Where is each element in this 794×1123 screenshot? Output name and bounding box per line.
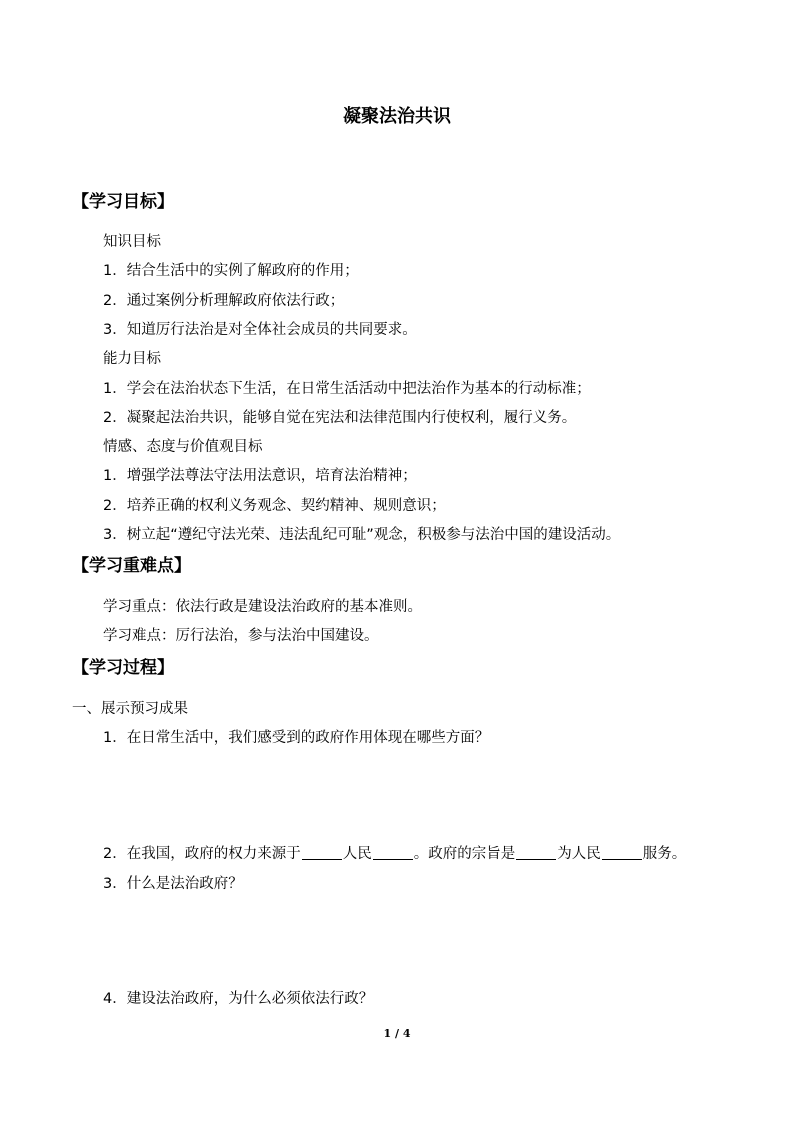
knowledge-item-2: 2．通过案例分析理解政府依法行政； xyxy=(103,293,345,309)
attitude-item-1: 1．增强学法尊法守法用法意识，培育法治精神； xyxy=(103,468,417,484)
learning-difficulty: 学习难点：厉行法治，参与法治中国建设。 xyxy=(103,628,379,644)
process-heading: 【学习过程】 xyxy=(72,658,174,678)
attitude-item-2: 2．培养正确的权利义务观念、契约精神、规则意识； xyxy=(103,498,446,514)
ability-item-1: 1．学会在法治状态下生活，在日常生活活动中把法治作为基本的行动标准； xyxy=(103,381,591,397)
ability-objectives-label: 能力目标 xyxy=(103,351,161,367)
fill-blank-4[interactable] xyxy=(602,845,642,860)
fill-blank-1[interactable] xyxy=(302,845,342,860)
question-2-part-3: 。政府的宗旨是 xyxy=(413,846,516,862)
fill-blank-2[interactable] xyxy=(373,845,413,860)
section-preview-results: 一、展示预习成果 xyxy=(72,701,188,717)
question-2-part-1: 2．在我国，政府的权力来源于 xyxy=(103,846,301,862)
knowledge-objectives-label: 知识目标 xyxy=(103,234,161,250)
fill-blank-3[interactable] xyxy=(516,845,556,860)
ability-item-2: 2．凝聚起法治共识，能够自觉在宪法和法律范围内行使权利，履行义务。 xyxy=(103,410,577,426)
question-2-part-4: 为人民 xyxy=(557,846,601,862)
knowledge-item-1: 1．结合生活中的实例了解政府的作用； xyxy=(103,263,359,279)
page-number: 1 / 4 xyxy=(383,1027,411,1040)
knowledge-item-3: 3．知道厉行法治是对全体社会成员的共同要求。 xyxy=(103,322,417,338)
objectives-heading: 【学习目标】 xyxy=(72,192,174,212)
question-2 xyxy=(103,843,686,865)
attitude-objectives-label: 情感、态度与价值观目标 xyxy=(103,439,263,455)
document-title: 凝聚法治共识 xyxy=(343,106,451,127)
question-3: 3．什么是法治政府？ xyxy=(103,876,243,892)
learning-focus: 学习重点：依法行政是建设法治政府的基本准则。 xyxy=(103,599,422,615)
question-4: 4．建设法治政府，为什么必须依法行政？ xyxy=(103,991,374,1007)
attitude-item-3: 3．树立起“遵纪守法光荣、违法乱纪可耻”观念，积极参与法治中国的建设活动。 xyxy=(103,527,621,543)
question-2-part-2: 人民 xyxy=(342,846,372,862)
key-points-heading: 【学习重难点】 xyxy=(72,556,191,576)
question-2-part-5: 服务。 xyxy=(642,846,687,862)
question-1: 1．在日常生活中，我们感受到的政府作用体现在哪些方面？ xyxy=(103,730,490,746)
